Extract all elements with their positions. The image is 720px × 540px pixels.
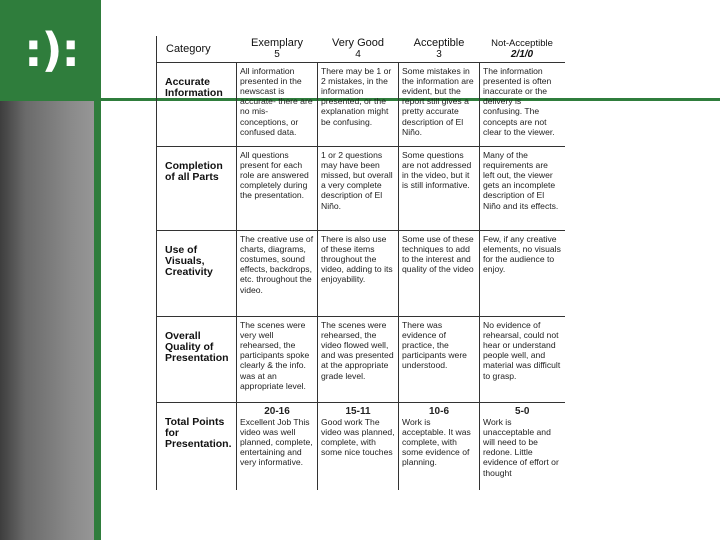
table-cell: There is also use of these items throughout the video, adding to its enjoyability. xyxy=(318,230,399,316)
points-range: 10-6 xyxy=(428,405,449,417)
table-cell xyxy=(480,402,565,490)
cell-text: Work is unacceptable and will need to be redone. Little evidence of effort or thought xyxy=(483,416,559,478)
sidebar-green-block xyxy=(0,0,101,101)
table-row-accurate-information xyxy=(157,62,565,146)
header-title: Acceptible xyxy=(413,37,465,49)
smiley-logo: :): xyxy=(24,23,79,77)
cell-text: Work is acceptable. It was complete, with some evidence of planning. xyxy=(402,416,471,468)
table-row-completion xyxy=(157,146,565,230)
column-header-very-good xyxy=(318,36,399,62)
table-cell: Few, if any creative elements, no visuals for the audience to enjoy. xyxy=(480,230,565,316)
column-header-category xyxy=(157,36,237,62)
table-cell: Some use of these techniques to add to the interest and quality of the video xyxy=(399,230,480,316)
rubric-table xyxy=(156,36,565,490)
header-title: Not-Acceptible xyxy=(491,38,553,49)
table-cell xyxy=(399,402,480,490)
header-score: 2/1/0 xyxy=(510,49,534,60)
header-divider-right xyxy=(565,98,720,101)
header-row xyxy=(157,36,565,62)
column-header-acceptible xyxy=(399,36,480,62)
row-label: Accurate Information xyxy=(165,75,223,99)
points-range: 20-16 xyxy=(264,405,290,417)
points-range: 5-0 xyxy=(515,405,530,417)
column-header-exemplary xyxy=(237,36,318,62)
sidebar-gray-panel xyxy=(0,101,101,540)
table-cell xyxy=(318,402,399,490)
row-label: Use of Visuals, Creativity xyxy=(165,243,213,278)
table-row-visuals xyxy=(157,230,565,316)
row-label: Total Points for Presentation. xyxy=(165,415,232,450)
header-title: Exemplary xyxy=(251,37,303,49)
table-cell: Some questions are not addressed in the video, but it is still informative. xyxy=(399,146,480,230)
table-cell: There may be 1 or 2 mistakes, in the information presented, or the explanation might be confusing. xyxy=(318,62,399,146)
table-cell: All information presented in the newscast is accurate- there are no mis-conceptions, or confused data. xyxy=(237,62,318,146)
table-cell: No evidence of rehearsal, could not hear or understand people well, and material was difficult to grasp. xyxy=(480,316,565,402)
table-cell: 1 or 2 questions may have been missed, but overall a very complete description of El Niño. xyxy=(318,146,399,230)
cell-text: Good work The video was planned, complete, with some nice touches xyxy=(321,416,395,458)
table-cell: Some mistakes in the information are evident, but the report still gives a pretty accurate description of El Niño. xyxy=(399,62,480,146)
header-title: Category xyxy=(166,43,211,55)
cell-text: Excellent Job This video was well planned, complete, entertaining and very informative. xyxy=(240,416,313,468)
column-header-not-acceptible xyxy=(480,36,565,62)
header-score: 4 xyxy=(355,49,361,60)
header-score: 5 xyxy=(274,49,280,60)
row-label: Overall Quality of Presentation xyxy=(165,329,229,364)
sidebar-accent-bar xyxy=(94,101,101,540)
table-cell: The information presented is often inaccurate or the delivery is confusing. The concepts are not clear to the viewer. xyxy=(480,62,565,146)
table-cell: The scenes were very well rehearsed, the participants spoke clearly & the info. was at an appropriate level. xyxy=(237,316,318,402)
table-cell: The creative use of charts, diagrams, costumes, sound effects, backdrops, etc. throughout the video. xyxy=(237,230,318,316)
table-cell: Many of the requirements are left out, the viewer gets an incomplete description of El Niño and its effects. xyxy=(480,146,565,230)
table-cell xyxy=(237,402,318,490)
row-label: Completion of all Parts xyxy=(165,159,223,183)
rubric-table-container xyxy=(156,36,564,500)
header-score: 3 xyxy=(436,49,442,60)
table-cell: There was evidence of practice, the participants were understood. xyxy=(399,316,480,402)
table-cell: The scenes were rehearsed, the video flowed well, and was presented at the appropriate grade level. xyxy=(318,316,399,402)
table-row-total-points xyxy=(157,402,565,490)
table-cell: All questions present for each role are answered completely during the presentation. xyxy=(237,146,318,230)
header-title: Very Good xyxy=(332,37,384,49)
points-range: 15-11 xyxy=(345,405,371,417)
table-row-quality xyxy=(157,316,565,402)
